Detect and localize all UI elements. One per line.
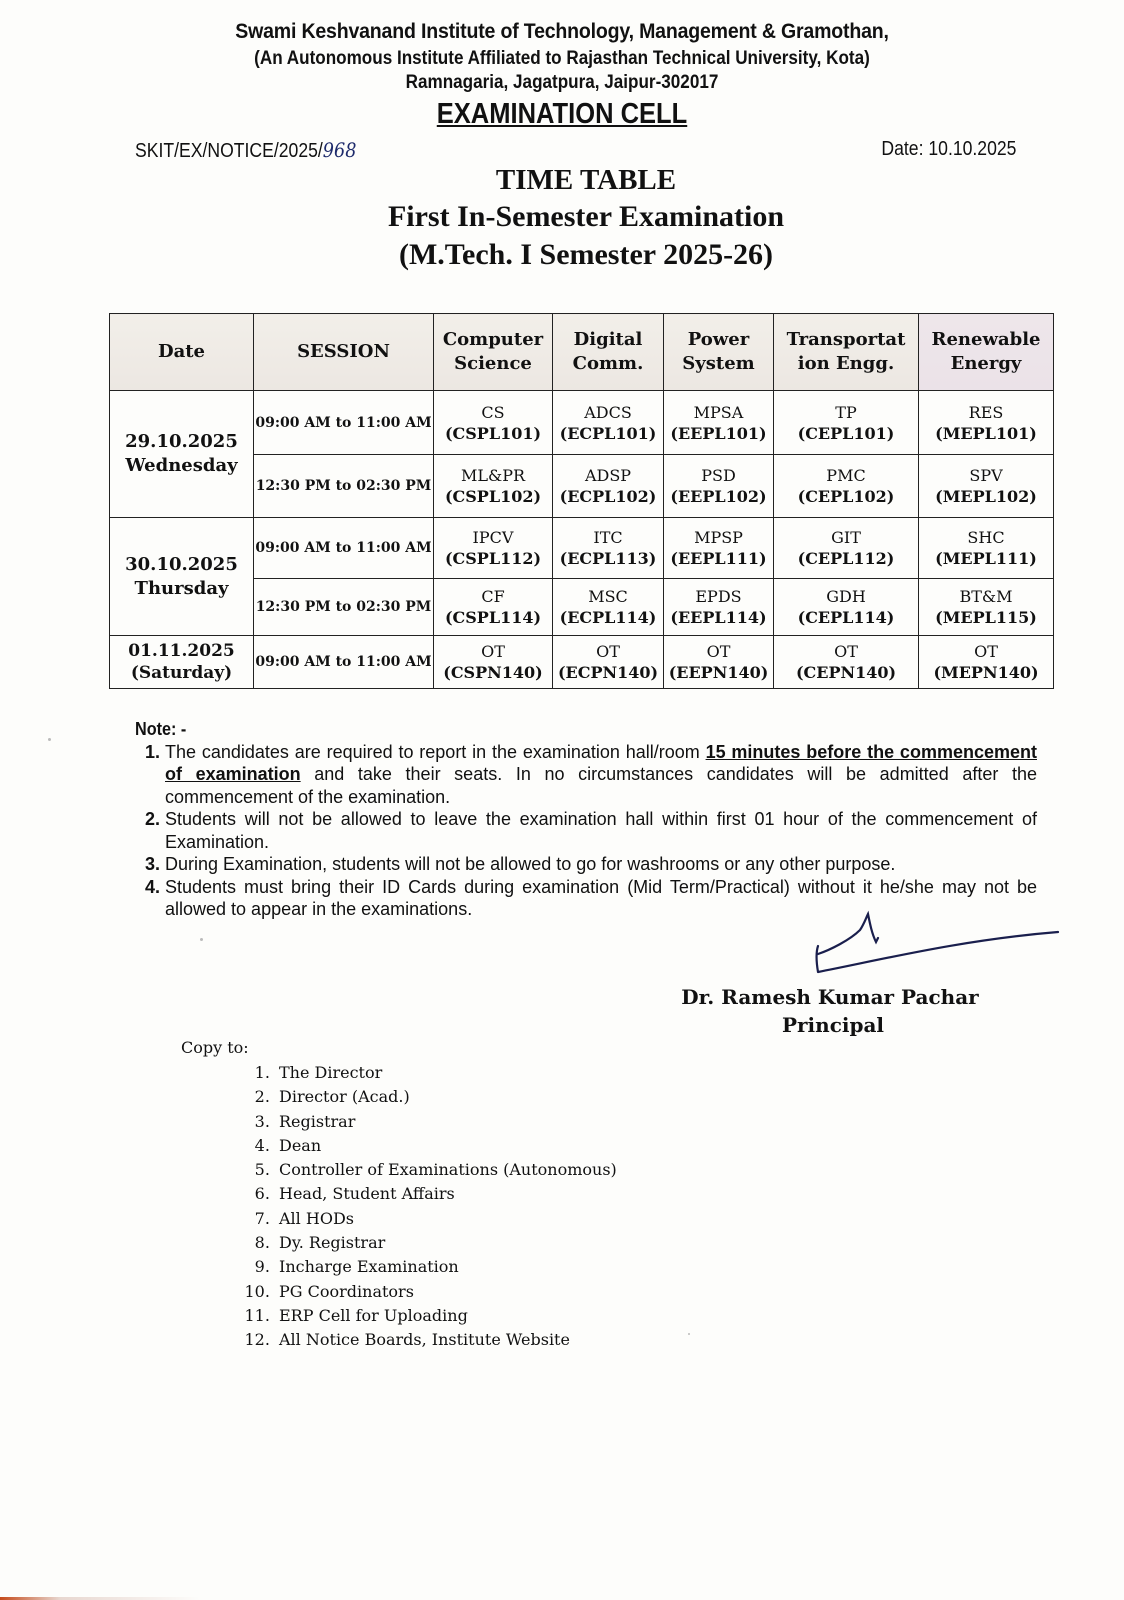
date-cell (110, 391, 254, 518)
copy-to-item: 3. Registrar (275, 1110, 617, 1134)
signatory-name: Dr. Ramesh Kumar Pachar (681, 985, 979, 1009)
subject-name: OT (481, 642, 505, 661)
subject-code: (CEPL114) (797, 608, 895, 627)
header-date: Date (110, 314, 254, 391)
exam-date: 29.10.2025 (125, 431, 238, 452)
copy-to-section (181, 1038, 617, 1353)
subject-cell (553, 391, 664, 455)
subject-cell (664, 391, 774, 455)
subject-name: OT (596, 642, 620, 661)
copy-to-item: 1. The Director (275, 1061, 617, 1085)
header-line: ion Engg. (797, 353, 895, 374)
subject-code: (MEPL101) (935, 423, 1037, 443)
subject-cell (553, 455, 664, 518)
subject-name: PMC (826, 466, 866, 485)
subject-cell (919, 391, 1054, 455)
header-line: Science (454, 353, 532, 374)
subject-name: ADCS (584, 402, 632, 422)
subject-name: BT&M (959, 587, 1013, 606)
subject-name: MSC (588, 587, 628, 606)
exam-day: Wednesday (125, 455, 238, 476)
header-line: Comm. (572, 353, 644, 374)
copy-to-item: 7. All HODs (275, 1207, 617, 1231)
copy-to-item: 10. PG Coordinators (275, 1280, 617, 1304)
subject-code: (CSPL102) (444, 487, 542, 506)
session-cell: 12:30 PM to 02:30 PM (254, 455, 434, 518)
subject-code: (CEPL102) (797, 487, 895, 506)
subject-cell (664, 455, 774, 518)
subject-cell (919, 518, 1054, 579)
examination-cell-title: EXAMINATION CELL (436, 98, 688, 130)
subject-code: (ECPL101) (559, 423, 657, 443)
subject-name: CS (481, 402, 505, 422)
subject-code: (ECPL113) (559, 549, 657, 568)
subject-cell (919, 579, 1054, 636)
notes-list (135, 741, 1037, 921)
copy-to-item: 4. Dean (275, 1134, 617, 1158)
subject-name: MPSP (694, 528, 743, 547)
subject-cell (434, 518, 553, 579)
header-line: Energy (950, 353, 1022, 374)
subject-cell (774, 579, 919, 636)
subject-code: (ECPN140) (557, 663, 659, 682)
header-digital-comm (553, 314, 664, 391)
subject-name: GDH (826, 587, 866, 606)
subject-code: (EEPN140) (668, 663, 769, 682)
copy-to-item: 12. All Notice Boards, Institute Website (275, 1328, 617, 1352)
subject-name: SPV (969, 466, 1003, 485)
notes-heading: Note: - (135, 719, 187, 739)
subject-cell (774, 391, 919, 455)
subject-name: EPDS (695, 587, 742, 606)
subject-code: (EEPL101) (670, 423, 767, 443)
subject-name: OT (706, 642, 731, 661)
copy-to-item: 9. Incharge Examination (275, 1255, 617, 1279)
header-computer-science (434, 314, 553, 391)
note-item: 4. Students must bring their ID Cards during examination (Mid Term/Practical) without it he/she may not be allowed to appear in the examinations. (165, 876, 1037, 921)
subject-code: (MEPL111) (935, 549, 1037, 568)
institute-address: Ramnagaria, Jagatpura, Jaipur-302017 (405, 72, 719, 93)
subject-name: IPCV (472, 528, 514, 547)
notes-section (135, 718, 1037, 921)
notice-reference (135, 138, 356, 163)
table-row (110, 518, 1054, 579)
note-item: 2. Students will not be allowed to leave the examination hall within first 01 hour of the commencement of Examination. (165, 808, 1037, 853)
copy-to-item: 6. Head, Student Affairs (275, 1182, 617, 1206)
subject-code: (MEPN140) (933, 663, 1039, 682)
copy-to-item: 2. Director (Acad.) (275, 1085, 617, 1109)
signatory-designation: Principal (781, 1013, 885, 1037)
subject-code: (MEPL102) (935, 487, 1037, 506)
subject-name: OT (974, 642, 998, 661)
subject-code: (CSPL101) (444, 423, 542, 443)
session-cell: 09:00 AM to 11:00 AM (254, 391, 434, 455)
subject-code: (MEPL115) (935, 608, 1037, 627)
scan-speck (48, 738, 51, 741)
notice-date: Date: 10.10.2025 (880, 138, 1016, 160)
subject-cell (434, 579, 553, 636)
subject-code: (CEPL112) (797, 549, 895, 568)
subject-name: ML&PR (460, 466, 526, 485)
exam-day: (Saturday) (130, 663, 233, 683)
institute-affiliation: (An Autonomous Institute Affiliated to Rajasthan Technical University, Kota) (254, 48, 870, 69)
institute-name: Swami Keshvanand Institute of Technology, Management & Gramothan, (235, 20, 889, 43)
header-transportation-engg (774, 314, 919, 391)
subject-code: (ECPL114) (559, 608, 657, 627)
subject-code: (CSPL112) (444, 549, 542, 568)
subject-name: ADSP (584, 466, 632, 485)
subject-name: GIT (831, 528, 861, 547)
header-line: Power (687, 329, 750, 350)
timetable-title: TIME TABLE (495, 164, 677, 196)
subject-cell (774, 455, 919, 518)
exam-day: Thursday (134, 577, 229, 599)
note-item (165, 741, 1037, 809)
subject-cell (919, 636, 1054, 689)
session-cell: 09:00 AM to 11:00 AM (254, 636, 434, 689)
note-emphasis: 15 minutes before the commencement of examination (165, 741, 1037, 784)
subject-cell (553, 636, 664, 689)
header-renewable-energy (919, 314, 1054, 391)
subject-cell (434, 636, 553, 689)
session-cell: 12:30 PM to 02:30 PM (254, 579, 434, 636)
subject-name: SHC (967, 528, 1005, 547)
subject-name: MPSA (693, 402, 744, 422)
subject-cell (434, 455, 553, 518)
copy-to-heading: Copy to: (181, 1038, 249, 1057)
copy-to-item: 11. ERP Cell for Uploading (275, 1304, 617, 1328)
scan-speck (200, 938, 203, 941)
header-line: Computer (442, 329, 544, 350)
subject-code: (CSPN140) (443, 663, 543, 682)
notice-reference-prefix: SKIT/EX/NOTICE/2025/ (135, 140, 323, 162)
timetable (109, 313, 1054, 689)
copy-to-list (181, 1061, 617, 1353)
subject-cell (664, 518, 774, 579)
date-cell (110, 636, 254, 689)
subject-cell (434, 391, 553, 455)
subject-code: (EEPL111) (670, 549, 767, 568)
date-cell (110, 518, 254, 636)
subject-name: ITC (593, 528, 623, 547)
subject-code: (CEPN140) (795, 663, 897, 682)
signature-icon (800, 910, 1060, 980)
subject-cell (553, 518, 664, 579)
subject-name: PSD (701, 466, 736, 485)
subject-cell (919, 455, 1054, 518)
notice-reference-number: 968 (322, 138, 357, 162)
session-cell: 09:00 AM to 11:00 AM (254, 518, 434, 579)
exam-title: First In-Semester Examination (387, 200, 785, 233)
header-line: Digital (573, 329, 643, 350)
semester-title: (M.Tech. I Semester 2025-26) (398, 238, 774, 271)
subject-cell (774, 518, 919, 579)
subject-name: TP (835, 402, 857, 422)
copy-to-item: 5. Controller of Examinations (Autonomous) (275, 1158, 617, 1182)
note-text: The candidates are required to report in the examination hall/room (165, 741, 706, 762)
exam-date: 01.11.2025 (128, 641, 235, 661)
subject-name: RES (968, 402, 1004, 422)
table-header-row (110, 314, 1054, 391)
subject-code: (CSPL114) (444, 608, 542, 627)
scan-speck (688, 1333, 690, 1335)
subject-code: (EEPL114) (670, 608, 767, 627)
note-item: 3. During Examination, students will not be allowed to go for washrooms or any other purpose. (165, 853, 1037, 876)
subject-cell (664, 636, 774, 689)
subject-name: CF (481, 587, 505, 606)
header-line: System (682, 353, 755, 374)
exam-date: 30.10.2025 (125, 553, 238, 575)
note-text: and take their seats. In no circumstances candidates will be admitted after the commencement of the examination. (165, 764, 1037, 807)
header-power-system (664, 314, 774, 391)
subject-name: OT (834, 642, 858, 661)
subject-code: (ECPL102) (559, 487, 657, 506)
header-session: SESSION (254, 314, 434, 391)
table-row (110, 391, 1054, 455)
header-line: Transportat (786, 329, 906, 350)
subject-cell (553, 579, 664, 636)
header-line: Renewable (931, 329, 1041, 350)
copy-to-item: 8. Dy. Registrar (275, 1231, 617, 1255)
subject-cell (664, 579, 774, 636)
subject-cell (774, 636, 919, 689)
subject-code: (EEPL102) (670, 487, 767, 506)
subject-code: (CEPL101) (797, 423, 895, 443)
table-row (110, 636, 1054, 689)
